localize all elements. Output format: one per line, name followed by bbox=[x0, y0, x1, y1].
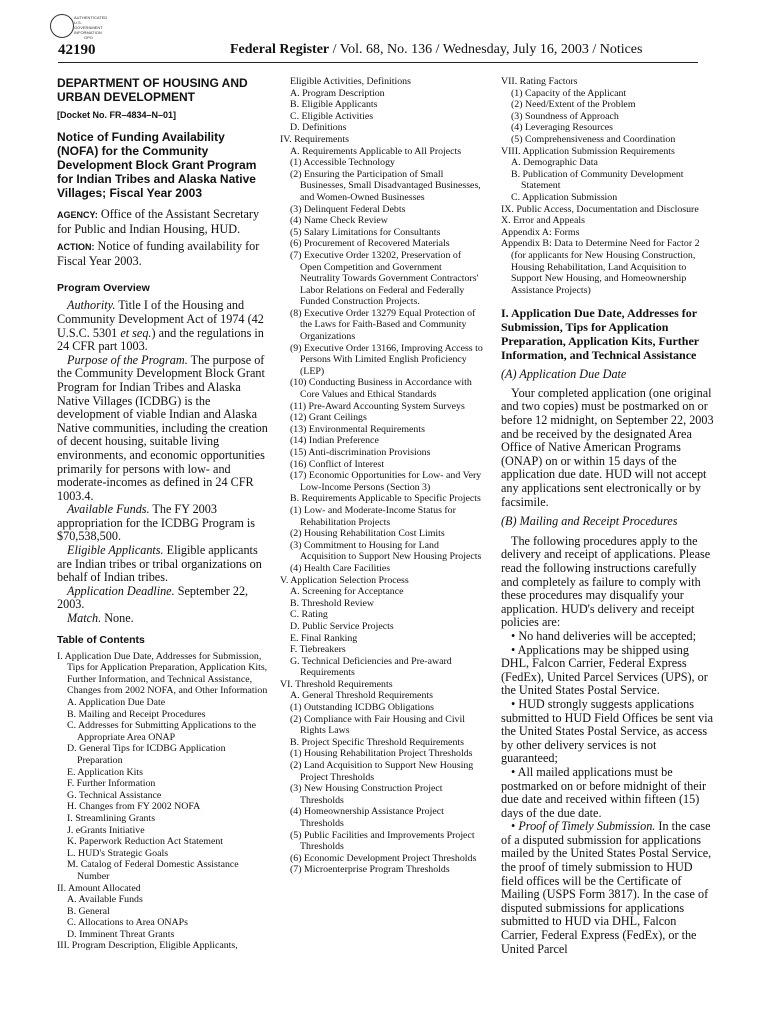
toc-entry: K. Paperwork Reduction Act Statement bbox=[67, 836, 224, 848]
notice-title: Notice of Funding Availability (NOFA) for the Community Development Block Grant Program for Indian Tribes and Alaska Native Villages; Fiscal Year 2003 bbox=[57, 130, 257, 200]
toc-entry: Eligible Activities, Definitions bbox=[290, 76, 411, 87]
section-i-body bbox=[501, 368, 715, 956]
toc-entry: F. Further Information bbox=[67, 778, 156, 790]
toc-entry: C. Application Submission bbox=[511, 191, 618, 203]
gpo-authentication-logo bbox=[50, 12, 108, 40]
toc-entry: D. General Tips for ICDBG Application Preparation bbox=[67, 743, 226, 766]
toc-entry: C. Eligible Activities bbox=[290, 110, 374, 122]
toc-entry: A. Application Due Date bbox=[67, 697, 166, 708]
toc-entry: L. HUD's Strategic Goals bbox=[67, 847, 169, 859]
table-of-contents-part-3 bbox=[501, 76, 715, 296]
toc-entry: A. General Threshold Requirements bbox=[290, 690, 433, 702]
toc-entry: (12) Grant Ceilings bbox=[290, 412, 367, 424]
toc-entry: IX. Public Access, Documentation and Disclosure bbox=[501, 203, 699, 215]
toc-entry: (3) Delinquent Federal Debts bbox=[290, 203, 406, 215]
table-of-contents-part-1 bbox=[57, 651, 269, 952]
toc-entry: M. Catalog of Federal Domestic Assistance Number bbox=[67, 859, 239, 882]
agency-paragraph: AGENCY: Office of the Assistant Secretary for Public and Indian Housing, HUD. bbox=[57, 207, 260, 236]
bullet-item: • All mailed applications must be postmarked on or before midnight of their due date and received within fifteen (15) days of the due date. bbox=[501, 764, 707, 820]
toc-entry: A. Program Description bbox=[290, 87, 385, 99]
toc-entry: E. Application Kits bbox=[67, 766, 143, 778]
toc-entry: D. Imminent Threat Grants bbox=[67, 928, 175, 940]
toc-entry: (14) Indian Preference bbox=[290, 435, 379, 447]
funds-paragraph: Available Funds. The FY 2003 appropriation for the ICDBG Program is $70,538,500. bbox=[57, 502, 256, 544]
subsection-a-heading: (A) Application Due Date bbox=[501, 367, 627, 382]
toc-entry: F. Tiebreakers bbox=[290, 644, 346, 656]
toc-entry: B. Publication of Community Development Statement bbox=[511, 168, 684, 192]
toc-entry: A. Screening for Acceptance bbox=[290, 586, 404, 598]
toc-entry: (2) Compliance with Fair Housing and Civil Rights Laws bbox=[290, 713, 465, 737]
program-overview-heading: Program Overview bbox=[57, 282, 150, 295]
bullet-item: • No hand deliveries will be accepted; bbox=[511, 628, 696, 643]
toc-entry: (6) Economic Development Project Thresholds bbox=[290, 852, 477, 864]
action-paragraph: ACTION: Notice of funding availability for Fiscal Year 2003. bbox=[57, 239, 260, 268]
toc-entry: (6) Procurement of Recovered Materials bbox=[290, 238, 450, 250]
column-3 bbox=[501, 76, 715, 956]
toc-entry: (1) Low- and Moderate-Income Status for Rehabilitation Projects bbox=[290, 504, 456, 528]
toc-entry: (10) Conducting Business in Accordance with Core Values and Ethical Standards bbox=[290, 377, 472, 401]
toc-entry: (3) Commitment to Housing for Land Acquisition to Support New Housing Projects bbox=[290, 539, 482, 563]
toc-entry: D. Public Service Projects bbox=[290, 620, 394, 632]
authority-paragraph: Authority. Title I of the Housing and Community Development Act of 1974 (42 U.S.C. 5301 et seq.) and the regulations in 24 CFR part 1003. bbox=[57, 298, 264, 354]
toc-entry: III. Program Description, Eligible Applicants, bbox=[57, 940, 238, 952]
toc-entry: (1) Outstanding ICDBG Obligations bbox=[290, 702, 435, 714]
header-title bbox=[230, 42, 642, 58]
toc-entry: (4) Leveraging Resources bbox=[511, 122, 613, 134]
logo-text: AUTHENTICATED U.S. GOVERNMENT INFORMATION GPO bbox=[74, 15, 108, 40]
program-overview bbox=[57, 299, 269, 625]
toc-entry: G. Technical Deficiencies and Pre-award Requirements bbox=[290, 655, 452, 679]
toc-entry: (4) Health Care Facilities bbox=[290, 562, 391, 574]
toc-entry: (11) Pre-Award Accounting System Surveys bbox=[290, 400, 465, 412]
docket-number: [Docket No. FR–4834–N–01] bbox=[57, 110, 177, 120]
toc-entry: (8) Executive Order 13279 Equal Protection of the Laws for Faith-Based and Community Organizations bbox=[290, 307, 476, 343]
deadline-paragraph: Application Deadline. September 22, 2003. bbox=[57, 583, 249, 612]
toc-entry: (2) Need/Extent of the Problem bbox=[511, 99, 636, 111]
match-paragraph: Match. None. bbox=[67, 611, 134, 626]
running-header bbox=[58, 40, 698, 63]
toc-entry: II. Amount Allocated bbox=[57, 882, 141, 894]
toc-entry: (3) New Housing Construction Project Thresholds bbox=[290, 783, 443, 806]
toc-entry: B. Requirements Applicable to Specific Projects bbox=[290, 493, 481, 505]
toc-entry: (1) Capacity of the Applicant bbox=[511, 87, 627, 99]
toc-entry: VIII. Application Submission Requirements bbox=[501, 145, 675, 157]
toc-entry: (15) Anti-discrimination Provisions bbox=[290, 447, 431, 458]
purpose-paragraph: Purpose of the Program. The purpose of the Community Development Block Grant Program for Indian Tribes and Alaska Native Villages (ICDBG) is the development of viable Indian and Alaska Native communities, including the creation of decent housing, suitable living environments, and economic opportunities primarily for persons with low- and moderate-incomes as defined in 24 CFR 1003.4. bbox=[57, 352, 268, 503]
toc-entry: (5) Comprehensiveness and Coordination bbox=[511, 133, 676, 145]
toc-entry: (5) Salary Limitations for Consultants bbox=[290, 226, 441, 238]
toc-entry: (3) Soundness of Approach bbox=[511, 110, 619, 122]
toc-entry: A. Requirements Applicable to All Projects bbox=[290, 145, 462, 157]
department-heading: DEPARTMENT OF HOUSING AND URBAN DEVELOPMENT bbox=[57, 76, 248, 104]
procedures-paragraph: The following procedures apply to the delivery and receipt of applications. Please read the following instructions carefully and completely as failure to comply with these procedures may disqualify your application. HUD's delivery and receipt policies are: bbox=[501, 533, 711, 630]
toc-entry: (2) Land Acquisition to Support New Housing Project Thresholds bbox=[290, 760, 474, 783]
toc-entry: B. Project Specific Threshold Requirements bbox=[290, 736, 464, 748]
page-number: 42190 bbox=[58, 42, 96, 58]
toc-entry: Appendix A: Forms bbox=[501, 226, 580, 238]
toc-entry: B. Eligible Applicants bbox=[290, 99, 378, 111]
toc-entry: C. Addresses for Submitting Applications to the Appropriate Area ONAP bbox=[67, 720, 256, 743]
toc-entry: (13) Environmental Requirements bbox=[290, 423, 425, 435]
toc-entry: C. Allocations to Area ONAPs bbox=[67, 917, 188, 929]
toc-entry: (1) Housing Rehabilitation Project Thresholds bbox=[290, 748, 473, 760]
column-1 bbox=[57, 76, 269, 952]
section-i-heading: I. Application Due Date, Addresses for Submission, Tips for Application Preparation, Application Kits, Further Information, and Technical Assistance bbox=[501, 306, 699, 363]
toc-entry: A. Available Funds bbox=[67, 894, 143, 906]
toc-entry: I. Application Due Date, Addresses for Submission, Tips for Application Preparation, Application Kits, Further Information, and Technical Assistance, Changes from 2002 NOFA, and Other Information bbox=[57, 650, 268, 697]
column-2 bbox=[280, 76, 484, 876]
proof-bullet: • Proof of Timely Submission. In the case of a disputed submission for applications mailed by the United States Postal Service, the proof of timely submission to HUD field offices will be the Certificate of Mailing (USPS Form 3817). In the case of disputed submissions for applications submitted to HUD via DHL, Falcon Carrier, Federal Express (FedEx), or the United Parcel bbox=[501, 819, 712, 956]
toc-entry: (7) Microenterprise Program Thresholds bbox=[290, 864, 450, 876]
subsection-b-heading: (B) Mailing and Receipt Procedures bbox=[501, 514, 678, 529]
toc-entry: (2) Housing Rehabilitation Cost Limits bbox=[290, 528, 445, 540]
toc-entry: Appendix B: Data to Determine Need for Factor 2 (for applicants for New Housing Construction, Housing Rehabilitation, Land Acquisition to Support New Housing, and Homeownership Assistance Projects) bbox=[501, 238, 700, 296]
toc-entry: IV. Requirements bbox=[280, 133, 349, 145]
bullet-item: • Applications may be shipped using DHL, Falcon Carrier, Federal Express (FedEx), United Parcel Services (UPS), or the United States Postal Service. bbox=[501, 642, 708, 698]
toc-entry: (5) Public Facilities and Improvements Project Thresholds bbox=[290, 829, 475, 853]
toc-entry: C. Rating bbox=[290, 609, 328, 621]
toc-entry: (16) Conflict of Interest bbox=[290, 458, 385, 470]
toc-entry: (4) Homeownership Assistance Project Thresholds bbox=[290, 806, 444, 829]
toc-entry: H. Changes from FY 2002 NOFA bbox=[67, 801, 201, 813]
eagle-seal-icon bbox=[50, 14, 74, 38]
toc-entry: I. Streamlining Grants bbox=[67, 812, 156, 824]
publication-name: Federal Register bbox=[230, 42, 330, 57]
toc-entry: A. Demographic Data bbox=[511, 157, 598, 169]
toc-entry: V. Application Selection Process bbox=[280, 574, 409, 586]
toc-entry: (4) Name Check Review bbox=[290, 215, 388, 227]
eligible-paragraph: Eligible Applicants. Eligible applicants are Indian tribes or tribal organizations on behalf of Indian tribes. bbox=[57, 543, 262, 585]
toc-heading: Table of Contents bbox=[57, 633, 145, 646]
toc-entry: B. General bbox=[67, 905, 110, 917]
issue-info: / Vol. 68, No. 136 / Wednesday, July 16, 2003 / Notices bbox=[329, 42, 643, 57]
toc-entry: G. Technical Assistance bbox=[67, 789, 162, 801]
toc-entry: (9) Executive Order 13166, Improving Access to Persons With Limited English Proficiency (LEP) bbox=[290, 342, 483, 377]
toc-entry: VII. Rating Factors bbox=[501, 76, 578, 87]
toc-entry: VI. Threshold Requirements bbox=[280, 678, 393, 690]
toc-entry: (7) Executive Order 13202, Preservation of Open Competition and Government Neutrality Towards Government Contractors' Labor Relations on Federal and Federally Funded Construction Projects. bbox=[290, 249, 479, 308]
table-of-contents-part-2 bbox=[280, 76, 484, 876]
toc-entry: J. eGrants Initiative bbox=[67, 824, 145, 836]
toc-entry: (17) Economic Opportunities for Low- and Very Low-Income Persons (Section 3) bbox=[290, 470, 482, 493]
toc-entry: (1) Accessible Technology bbox=[290, 157, 395, 169]
toc-entry: (2) Ensuring the Participation of Small Businesses, Small Disadvantaged Businesses, and Women-Owned Businesses bbox=[290, 168, 481, 203]
toc-entry: E. Final Ranking bbox=[290, 632, 358, 644]
toc-entry: X. Error and Appeals bbox=[501, 215, 585, 227]
toc-entry: B. Mailing and Receipt Procedures bbox=[67, 708, 206, 720]
toc-entry: B. Threshold Review bbox=[290, 597, 375, 609]
toc-entry: D. Definitions bbox=[290, 122, 347, 134]
bullet-item: • HUD strongly suggests applications submitted to HUD Field Offices be sent via the United States Postal Service, as access by other delivery services is not guaranteed; bbox=[501, 696, 714, 766]
due-date-paragraph: Your completed application (one original and two copies) must be postmarked on or before 12 midnight, on September 22, 2003 and be received by the designated Area Office of Native American Programs (ONAP) on or within 15 days of the application due date. HUD will not accept any applications sent electronically or by facsimile. bbox=[501, 385, 714, 509]
